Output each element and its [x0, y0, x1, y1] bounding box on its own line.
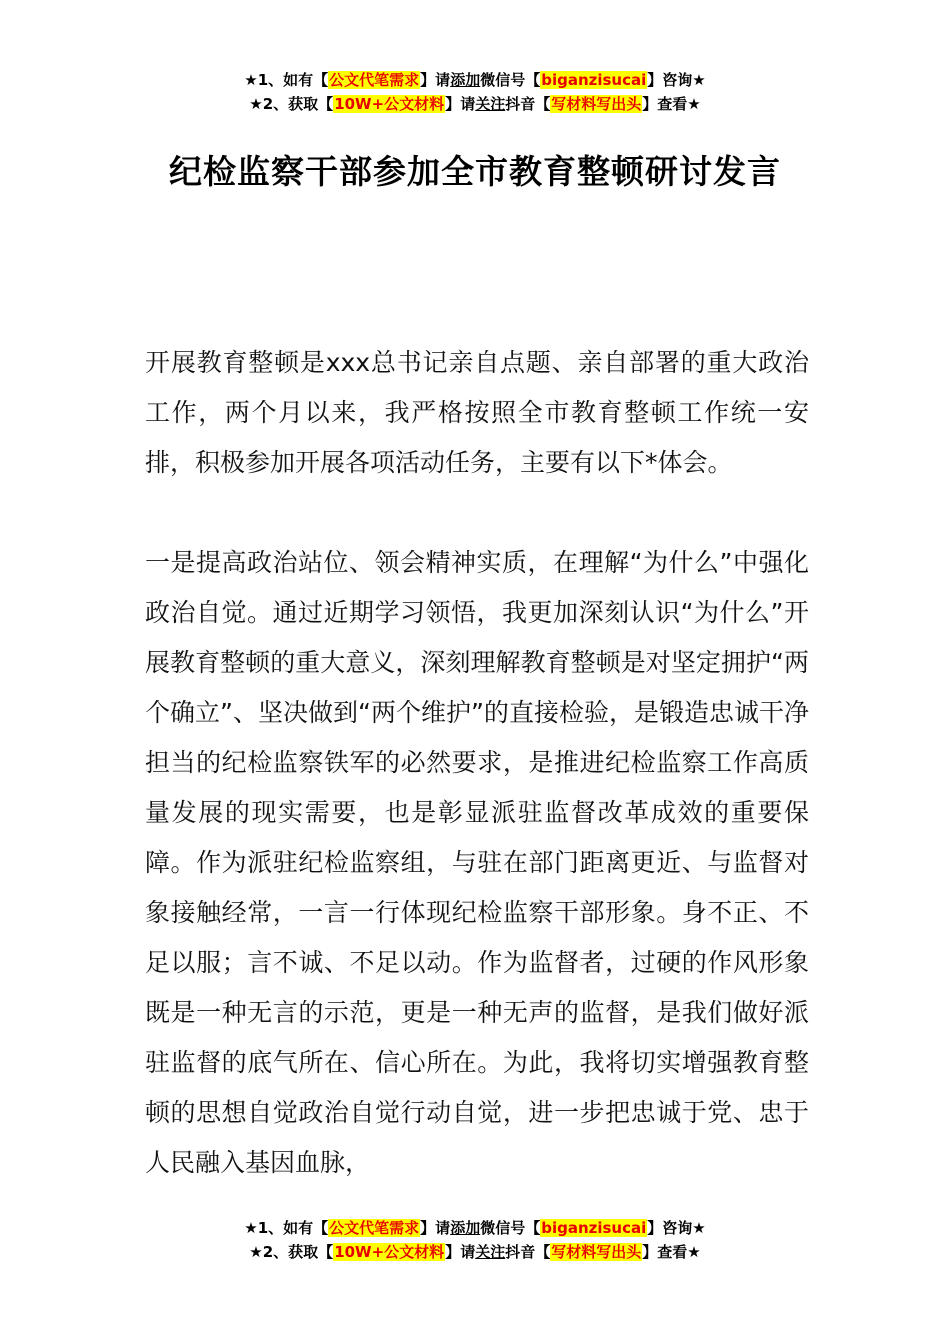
promo-underline: 关注 — [475, 95, 506, 113]
promo-wechat-id: biganzisucai — [541, 1219, 647, 1237]
promo-header — [0, 68, 950, 116]
promo-line-2: ★2、获取【10W+公文材料】请关注抖音【写材料写出头】查看★ — [249, 1243, 701, 1261]
promo-highlight: 公文代笔需求 — [329, 1219, 420, 1237]
paragraph-point-one: 一是提高政治站位、领会精神实质，在理解“为什么”中强化政治自觉。通过近期学习领悟，我更加深刻认识“为什么”开展教育整顿的重大意义，深刻理解教育整顿是对坚定拥护“两个确立”、坚决做到“两个维护”的直接检验，是锻造忠诚干净担当的纪检监察铁军的必然要求，是推进纪检监察工作高质量发展的现实需要，也是彰显派驻监督改革成效的重要保障。作为派驻纪检监察组，与驻在部门距离更近、与监督对象接触经常，一言一行体现纪检监察干部形象。身不正、不足以服；言不诚、不足以动。作为监督者，过硬的作风形象既是一种无言的示范，更是一种无声的监督，是我们做好派驻监督的底气所在、信心所在。为此，我将切实增强教育整顿的思想自觉政治自觉行动自觉，进一步把忠诚于党、忠于人民融入基因血脉， — [145, 548, 809, 1177]
promo-underline: 添加 — [450, 71, 481, 89]
promo-highlight: 10W+公文材料 — [334, 1243, 445, 1261]
promo-footer — [0, 1216, 950, 1264]
promo-line-1: ★1、如有【公文代笔需求】请添加微信号【biganzisucai】咨询★ — [244, 1219, 706, 1237]
promo-douyin-id: 写材料写出头 — [551, 1243, 642, 1261]
promo-underline: 添加 — [450, 1219, 481, 1237]
promo-line-2: ★2、获取【10W+公文材料】请关注抖音【写材料写出头】查看★ — [249, 95, 701, 113]
promo-highlight: 10W+公文材料 — [334, 95, 445, 113]
promo-highlight: 公文代笔需求 — [329, 71, 420, 89]
promo-line-1: ★1、如有【公文代笔需求】请添加微信号【biganzisucai】咨询★ — [244, 71, 706, 89]
promo-wechat-id: biganzisucai — [541, 71, 647, 89]
document-body — [145, 338, 809, 1188]
promo-douyin-id: 写材料写出头 — [551, 95, 642, 113]
document-title: 纪检监察干部参加全市教育整顿研讨发言 — [169, 152, 781, 191]
promo-underline: 关注 — [475, 1243, 506, 1261]
paragraph-intro: 开展教育整顿是xxx总书记亲自点题、亲自部署的重大政治工作，两个月以来，我严格按照全市教育整顿工作统一安排，积极参加开展各项活动任务，主要有以下*体会。 — [145, 348, 809, 477]
